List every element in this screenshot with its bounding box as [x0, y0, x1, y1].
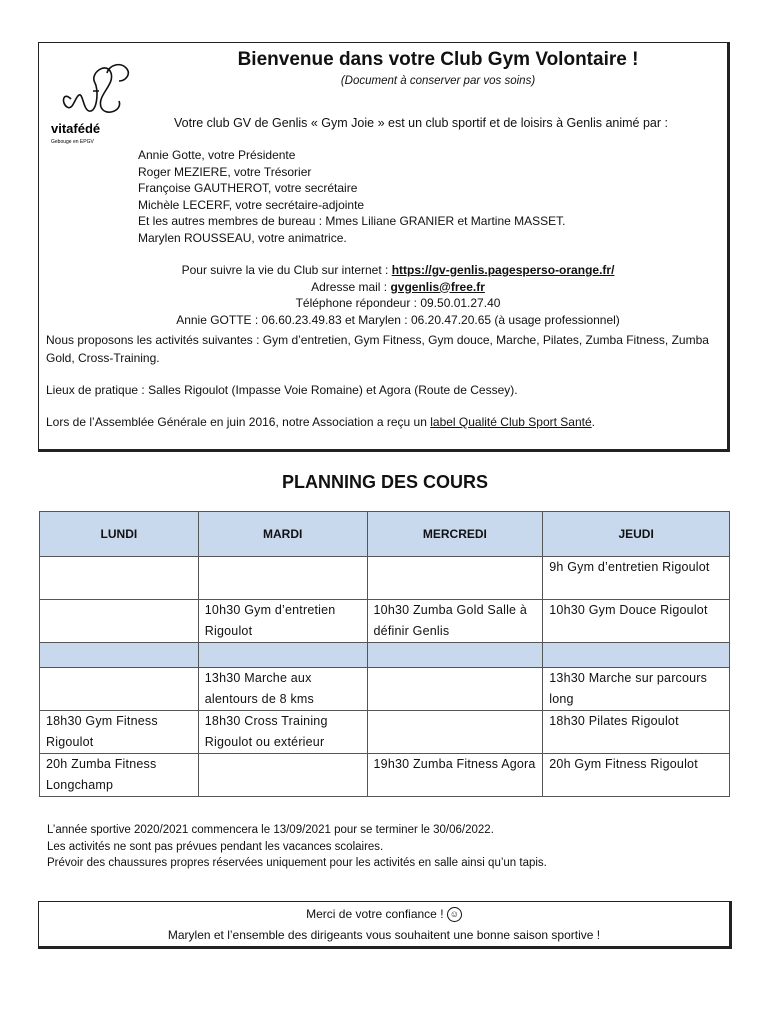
member-item: Roger MEZIERE, votre Trésorier	[138, 164, 312, 179]
logo-small-text: Gebouge en EPGV	[51, 139, 94, 145]
label-text: Lors de l’Assemblée Générale en juin 2016, notre Association a reçu un label Qualité Club Sport Santé.	[46, 415, 596, 429]
table-row	[40, 711, 730, 754]
table-cell	[367, 557, 543, 600]
email-link[interactable]: gvgenlis@free.fr	[390, 279, 485, 294]
wishes-text: Marylen et l’ensemble des dirigeants vous souhaitent une bonne saison sportive !	[167, 928, 601, 942]
table-row	[40, 668, 730, 711]
mail-label: Adresse mail :	[311, 279, 391, 294]
website-link[interactable]: https://gv-genlis.pagesperso-orange.fr/	[391, 263, 615, 277]
table-cell	[198, 754, 367, 797]
member-item: Et les autres membres de bureau : Mmes Liliane GRANIER et Martine MASSET.	[138, 214, 566, 228]
table-cell	[198, 557, 367, 600]
planning-title: PLANNING DES COURS	[281, 472, 488, 492]
member-item: Françoise GAUTHEROT, votre secrétaire	[138, 181, 358, 195]
table-cell	[40, 600, 199, 643]
note-holidays: Les activités ne sont pas prévues pendant les vacances scolaires.	[47, 840, 384, 853]
table-cell	[40, 643, 199, 668]
locations-text: Lieux de pratique : Salles Rigoulot (Impasse Voie Romaine) et Agora (Route de Cessey).	[46, 383, 518, 397]
table-cell	[367, 668, 543, 711]
header-mercredi: MERCREDI	[367, 512, 543, 557]
table-cell	[198, 643, 367, 668]
members-list	[138, 147, 566, 246]
table-cell	[40, 557, 199, 600]
table-row	[40, 600, 730, 643]
table-cell: 20h Gym Fitness Rigoulot	[543, 754, 730, 797]
phone-text: Téléphone répondeur : 09.50.01.27.40	[295, 296, 501, 310]
member-item: Marylen ROUSSEAU, votre animatrice.	[138, 230, 347, 245]
page-subtitle: (Document à conserver par vos soins)	[340, 75, 536, 87]
contact-block	[39, 262, 727, 328]
welcome-box	[38, 42, 730, 452]
table-cell: 13h30 Marche sur parcours long	[543, 668, 730, 711]
planning-table	[39, 511, 730, 797]
table-cell	[367, 643, 543, 668]
table-cell: 10h30 Gym d’entretien Rigoulot	[198, 600, 367, 643]
internet-label: Pour suivre la vie du Club sur internet :	[181, 263, 392, 277]
mobiles-text: Annie GOTTE : 06.60.23.49.83 et Marylen : 06.20.47.20.65 (à usage professionnel)	[176, 312, 620, 327]
table-cell: 13h30 Marche aux alentours de 8 kms	[198, 668, 367, 711]
label-link[interactable]: label Qualité Club Sport Santé	[430, 415, 592, 429]
table-row-separator	[40, 643, 730, 668]
header-lundi: LUNDI	[40, 512, 199, 557]
table-cell: 18h30 Gym Fitness Rigoulot	[40, 711, 199, 754]
table-cell	[40, 668, 199, 711]
activities-text: Nous proposons les activités suivantes : Gym d’entretien, Gym Fitness, Gym douce, Marche, Pilates, Zumba Fitness, Zumba Gold, Cross-Training.	[46, 333, 709, 365]
table-cell: 20h Zumba Fitness Longchamp	[40, 754, 199, 797]
table-cell	[367, 711, 543, 754]
note-season: L’année sportive 2020/2021 commencera le 13/09/2021 pour se terminer le 30/06/2022.	[47, 824, 494, 836]
table-cell: 10h30 Gym Douce Rigoulot	[543, 600, 730, 643]
table-cell: 19h30 Zumba Fitness Agora	[367, 754, 543, 797]
table-row	[40, 557, 730, 600]
table-header-row	[40, 512, 730, 557]
smiley-icon: ☺	[447, 907, 462, 922]
thanks-text: Merci de votre confiance !	[306, 907, 444, 921]
logo-text: vitafédé	[51, 121, 101, 136]
member-item: Annie Gotte, votre Présidente	[138, 148, 296, 162]
table-cell: 18h30 Pilates Rigoulot	[543, 711, 730, 754]
intro-text: Votre club GV de Genlis « Gym Joie » est un club sportif et de loisirs à Genlis animé par :	[174, 116, 668, 130]
header-mardi: MARDI	[198, 512, 367, 557]
table-row	[40, 754, 730, 797]
table-cell	[543, 643, 730, 668]
page-title: Bienvenue dans votre Club Gym Volontaire !	[237, 49, 639, 70]
table-cell: 18h30 Cross Training Rigoulot ou extérieur	[198, 711, 367, 754]
member-item: Michèle LECERF, votre secrétaire-adjointe	[138, 197, 365, 212]
table-cell: 10h30 Zumba Gold Salle à définir Genlis	[367, 600, 543, 643]
notes-block	[47, 822, 547, 872]
header-jeudi: JEUDI	[543, 512, 730, 557]
table-cell: 9h Gym d’entretien Rigoulot	[543, 557, 730, 600]
closing-box	[38, 901, 732, 949]
note-equipment: Prévoir des chaussures propres réservées uniquement pour les activités en salle ainsi qu’un tapis.	[47, 857, 547, 869]
